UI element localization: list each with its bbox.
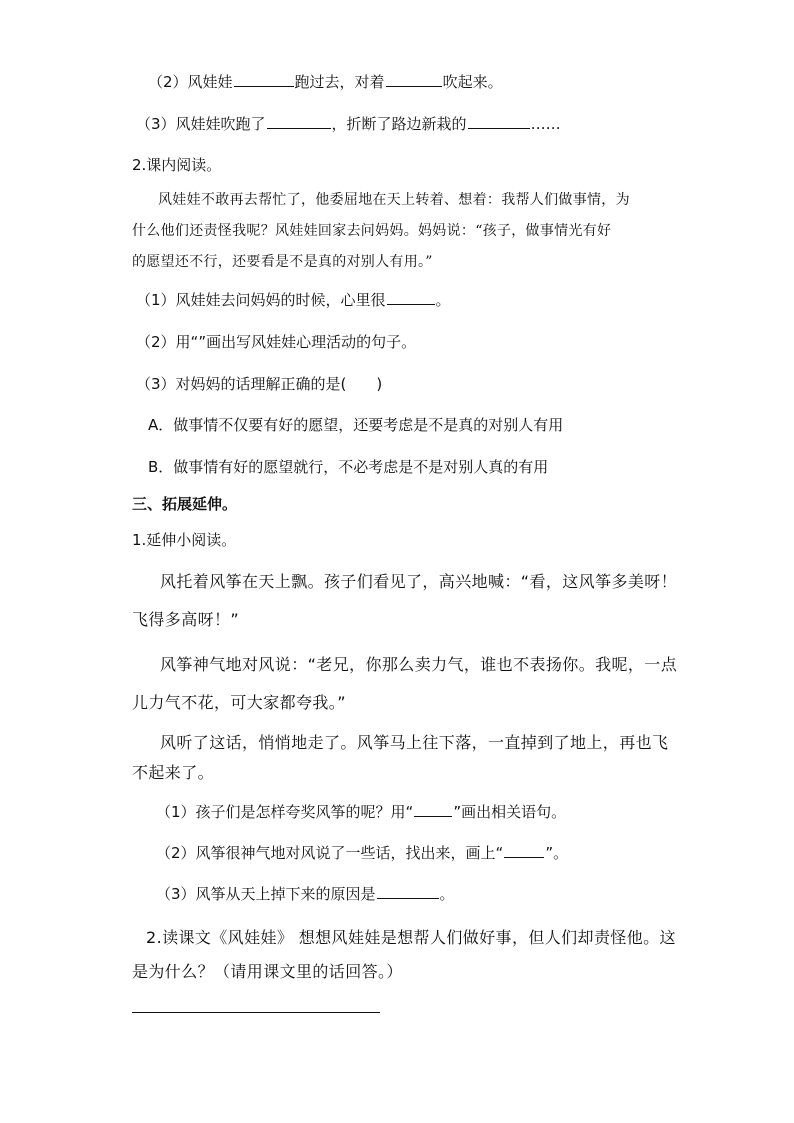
story-question-3 — [156, 884, 455, 904]
story-question-1 — [156, 802, 566, 822]
passage-line: 风娃娃不敢再去帮忙了，他委屈地在天上转着、想着：我帮人们做事情，为 — [158, 192, 630, 208]
item-text: 跑过去，对着 — [294, 73, 385, 91]
item-text: （2）风筝很神气地对风说了一些话，找出来，画上“ — [156, 844, 504, 862]
item-text: （3）风筝从天上掉下来的原因是 — [156, 885, 376, 903]
item-text: （1）孩子们是怎样夸奖风筝的呢？用“ — [156, 803, 414, 821]
story-line: 不起来了。 — [132, 763, 215, 782]
item-text: 。 — [439, 885, 455, 903]
item-text: ，折断了路边新栽的 — [331, 115, 467, 133]
fill-item-3 — [136, 114, 561, 134]
question-2: （2）用“”画出写风娃娃心理活动的句子。 — [136, 333, 417, 351]
item-text: （3）风娃娃吹跑了 — [136, 115, 266, 133]
option-a[interactable]: A．做事情不仅要有好的愿望，还要考虑是不是真的对别人有用 — [148, 416, 564, 434]
story-question-2 — [156, 843, 568, 863]
answer-blank[interactable] — [468, 127, 530, 129]
option-b[interactable]: B．做事情有好的愿望就行，不必考虑是不是对别人真的有用 — [148, 458, 549, 476]
item-text: 。 — [435, 291, 451, 309]
story-line: 风托着风筝在天上飘。孩子们看见了，高兴地喊：“看，这风筝多美呀！ — [160, 572, 678, 591]
item-text: ”。 — [545, 844, 569, 862]
item-text: 吹起来。 — [442, 73, 503, 91]
answer-blank[interactable] — [234, 85, 294, 87]
answer-blank[interactable] — [267, 127, 331, 129]
sub-title-2-cont: 是为什么？（请用课文里的话回答。） — [132, 962, 403, 981]
story-line: 儿力气不花，可大家都夸我。” — [132, 693, 346, 712]
answer-blank[interactable] — [377, 897, 439, 899]
fill-item-2 — [148, 72, 503, 92]
sub-title-1: 1.延伸小阅读。 — [132, 531, 237, 549]
story-line: 飞得多高呀！” — [132, 610, 240, 629]
answer-blank[interactable] — [504, 856, 544, 858]
section-heading: 三、拓展延伸。 — [132, 495, 238, 513]
sub-title-2: 2.读课文《风娃娃》 想想风娃娃是想帮人们做好事，但人们却责怪他。这 — [146, 928, 676, 947]
story-line: 风筝神气地对风说：“老兄，你那么卖力气，谁也不表扬你。我呢，一点 — [160, 655, 678, 674]
item-text: ”画出相关语句。 — [453, 803, 567, 821]
question-3: （3）对妈妈的话理解正确的是( ) — [136, 375, 383, 393]
answer-blank[interactable] — [386, 85, 442, 87]
story-line: 风听了这话，悄悄地走了。风筝马上往下落，一直掉到了地上，再也飞 — [160, 733, 669, 752]
item-text: （1）风娃娃去问妈妈的时候，心里很 — [136, 291, 386, 309]
answer-blank[interactable] — [414, 815, 452, 817]
question-1 — [136, 290, 451, 310]
reading-title: 2.课内阅读。 — [132, 156, 222, 174]
passage-line: 什么他们还责怪我呢？风娃娃回家去问妈妈。妈妈说：“孩子，做事情光有好 — [132, 223, 612, 239]
answer-blank[interactable] — [387, 303, 435, 305]
passage-line: 的愿望还不行，还要看是不是真的对别人有用。” — [132, 254, 433, 270]
answer-line[interactable] — [132, 1012, 380, 1013]
item-text: …… — [530, 115, 561, 133]
item-text: （2）风娃娃 — [148, 73, 233, 91]
